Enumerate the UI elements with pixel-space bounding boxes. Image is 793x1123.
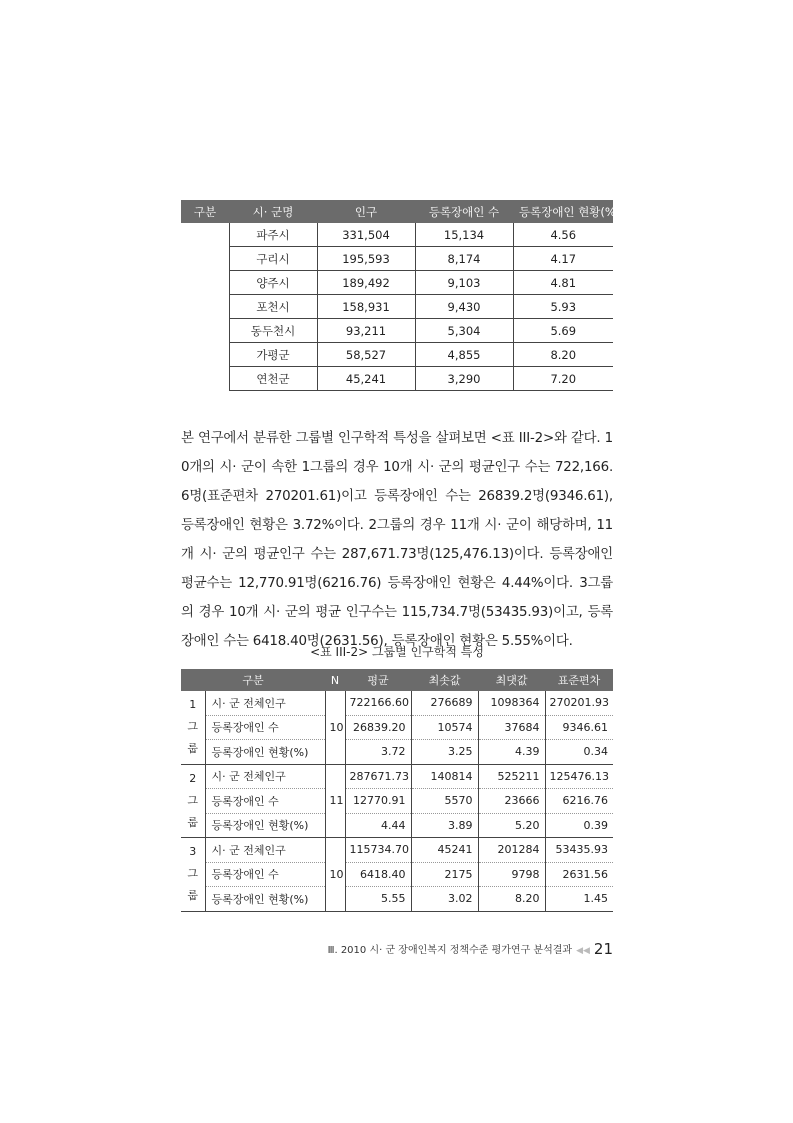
table2-value-cell: 0.39 [545,813,613,838]
table2-row [181,691,613,715]
city-name-cell: 구리시 [229,247,317,271]
table1-value-cell: 93,211 [317,319,415,343]
table2-header-row [181,669,613,691]
n-count-cell: 10 [325,691,345,764]
group-demographics-table [181,669,613,912]
table2-value-cell: 6418.40 [345,862,411,887]
group-label-cell: 3 그 룹 [181,838,205,912]
table2-value-cell: 6216.76 [545,789,613,814]
table2-value-cell: 276689 [411,691,478,715]
table2-row [181,715,613,740]
table2-value-cell: 125476.13 [545,764,613,789]
table1-header-cell: 구분 [181,200,229,223]
table1-row [181,367,613,391]
table2-value-cell: 5570 [411,789,478,814]
table2-value-cell: 2175 [411,862,478,887]
table2-value-cell: 4.39 [478,740,545,765]
table1-value-cell: 5.69 [513,319,613,343]
table1-row [181,343,613,367]
table2-body [181,691,613,911]
city-population-table [181,200,621,391]
table2-value-cell: 3.89 [411,813,478,838]
city-name-cell: 동두천시 [229,319,317,343]
table2-value-cell: 3.02 [411,887,478,912]
table2-value-cell: 722166.60 [345,691,411,715]
metric-label-cell: 등록장애인 현황(%) [205,740,325,765]
table2-value-cell: 3.72 [345,740,411,765]
table1-header-row [181,200,613,223]
table2-row [181,813,613,838]
table2-value-cell: 53435.93 [545,838,613,863]
table1-value-cell: 5,304 [415,319,513,343]
table2-value-cell: 270201.93 [545,691,613,715]
table1-value-cell: 8,174 [415,247,513,271]
table1-row [181,271,613,295]
table2-row [181,740,613,765]
table1-header-cell: 시· 군명 [229,200,317,223]
table2-value-cell: 2631.56 [545,862,613,887]
table1-value-cell: 3,290 [415,367,513,391]
page-footer [181,940,613,958]
table1-value-cell: 7.20 [513,367,613,391]
table2-value-cell: 5.55 [345,887,411,912]
group-label-cell: 2 그 룹 [181,764,205,838]
table2-value-cell: 26839.20 [345,715,411,740]
table1-value-cell: 4,855 [415,343,513,367]
table2-header-cell: N [325,669,345,691]
table1-value-cell: 4.81 [513,271,613,295]
table2-value-cell: 1.45 [545,887,613,912]
table1-value-cell: 9,103 [415,271,513,295]
table1-value-cell: 189,492 [317,271,415,295]
metric-label-cell: 등록장애인 수 [205,862,325,887]
table2-value-cell: 9798 [478,862,545,887]
table1-body [181,223,613,391]
table1-header-cell: 등록장애인 수 [415,200,513,223]
metric-label-cell: 시· 군 전체인구 [205,691,325,715]
city-name-cell: 파주시 [229,223,317,247]
table2-value-cell: 8.20 [478,887,545,912]
metric-label-cell: 등록장애인 현황(%) [205,887,325,912]
n-count-cell: 10 [325,838,345,912]
table2-header-cell: 최댓값 [478,669,545,691]
body-paragraph: 본 연구에서 분류한 그룹별 인구학적 특성을 살펴보면 <표 III-2>와 같다. 10개의 시· 군이 속한 1그룹의 경우 10개 시· 군의 평균인구 수는 722,166.6명(표준편차 270201.61)이고 등록장애인 수는 26839.2명(9346.61), 등록장애인 현황은 3.72%이다. 2그룹의 경우 11개 시· 군이 해당하며, 11개 시· 군의 평균인구 수는 287,671.73명(125,476.13)이다. 등록장애인 평균수는 12,770.91명(6216.76) 등록장애인 현황은 4.44%이다. 3그룹의 경우 10개 시· 군의 평균 인구수는 115,734.7명(53435.93)이고, 등록장애인 수는 6418.40명(2631.56), 등록장애인 현황은 5.55%이다. [181,431,613,649]
table1-value-cell: 45,241 [317,367,415,391]
table2-caption: <표 III-2> 그룹별 인구학적 특성 [310,645,484,659]
table2-row [181,862,613,887]
table1-row [181,223,613,247]
table1-row [181,295,613,319]
table2-value-cell: 287671.73 [345,764,411,789]
city-name-cell: 연천군 [229,367,317,391]
table2-value-cell: 23666 [478,789,545,814]
table2-value-cell: 525211 [478,764,545,789]
table2-row [181,887,613,912]
table2-value-cell: 12770.91 [345,789,411,814]
table1-value-cell: 195,593 [317,247,415,271]
table1-value-cell: 4.17 [513,247,613,271]
table2-value-cell: 5.20 [478,813,545,838]
table2-value-cell: 115734.70 [345,838,411,863]
table1-value-cell: 4.56 [513,223,613,247]
table2-header-cell: 평균 [345,669,411,691]
table1-value-cell: 331,504 [317,223,415,247]
city-name-cell: 양주시 [229,271,317,295]
group-label-cell: 1 그 룹 [181,691,205,764]
table1-header-cell: 인구 [317,200,415,223]
footer-running-title: Ⅲ. 2010 시· 군 장애인복지 정책수준 평가연구 분석결과 [327,945,573,956]
metric-label-cell: 시· 군 전체인구 [205,764,325,789]
city-name-cell: 가평군 [229,343,317,367]
table2-value-cell: 3.25 [411,740,478,765]
metric-label-cell: 시· 군 전체인구 [205,838,325,863]
table2-value-cell: 10574 [411,715,478,740]
table1-row [181,247,613,271]
table2-value-cell: 4.44 [345,813,411,838]
table2-row [181,838,613,863]
table2-value-cell: 9346.61 [545,715,613,740]
page-number: 21 [593,940,613,958]
table1-header-cell: 등록장애인 현황(%) [513,200,613,223]
table2-row [181,789,613,814]
table2-value-cell: 201284 [478,838,545,863]
table2-value-cell: 140814 [411,764,478,789]
table2-row [181,764,613,789]
n-count-cell: 11 [325,764,345,838]
table1-value-cell: 9,430 [415,295,513,319]
table2-header-cell: 표준편차 [545,669,613,691]
table2-header-cell: 구분 [181,669,325,691]
table1-value-cell: 5.93 [513,295,613,319]
table2-header-cell: 최솟값 [411,669,478,691]
table2-value-cell: 0.34 [545,740,613,765]
metric-label-cell: 등록장애인 수 [205,789,325,814]
table1-value-cell: 58,527 [317,343,415,367]
table2-value-cell: 45241 [411,838,478,863]
table2-value-cell: 37684 [478,715,545,740]
metric-label-cell: 등록장애인 수 [205,715,325,740]
table1-value-cell: 15,134 [415,223,513,247]
double-arrow-left-icon: ◀◀ [576,946,590,956]
city-name-cell: 포천시 [229,295,317,319]
table1-category-cell [181,223,229,391]
table1-value-cell: 158,931 [317,295,415,319]
metric-label-cell: 등록장애인 현황(%) [205,813,325,838]
table2-value-cell: 1098364 [478,691,545,715]
table1-value-cell: 8.20 [513,343,613,367]
table1-row [181,319,613,343]
